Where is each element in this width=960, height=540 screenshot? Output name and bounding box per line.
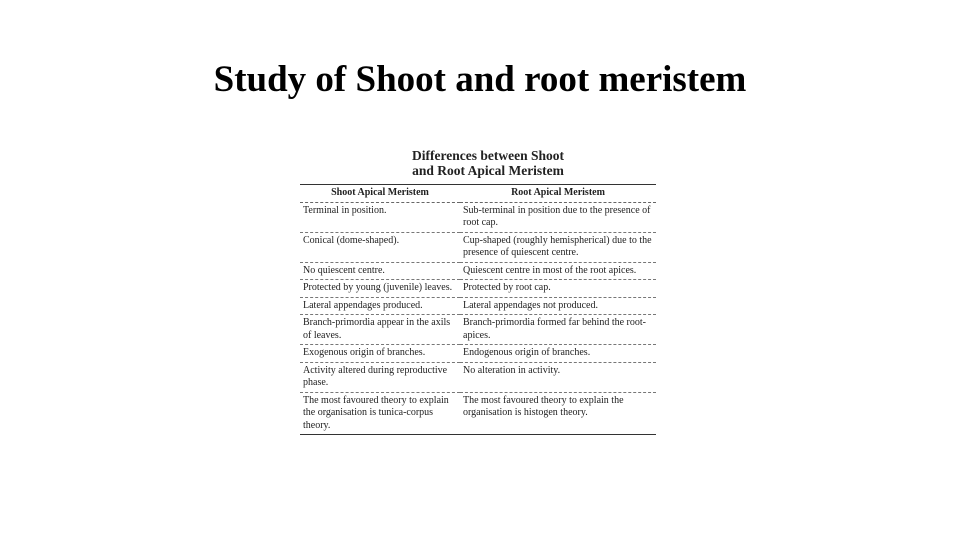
- caption-line-1: Differences between Shoot: [412, 148, 564, 163]
- table-row: [300, 232, 656, 262]
- shoot-cell: The most favoured theory to explain the organisation is tunica-corpus theory.: [300, 392, 460, 435]
- root-cell: Lateral appendages not produced.: [460, 297, 656, 315]
- comparison-figure: [300, 148, 656, 435]
- table-row: [300, 262, 656, 280]
- slide-title: Study of Shoot and root meristem: [213, 59, 747, 100]
- root-cell: Branch-primordia formed far behind the root-apices.: [460, 315, 656, 345]
- header-root: Root Apical Meristem: [460, 185, 656, 203]
- shoot-cell: Activity altered during reproductive phase.: [300, 362, 460, 392]
- root-cell: Endogenous origin of branches.: [460, 345, 656, 363]
- caption-line-2: and Root Apical Meristem: [412, 163, 564, 178]
- table-row: [300, 362, 656, 392]
- shoot-cell: No quiescent centre.: [300, 262, 460, 280]
- table-row: [300, 202, 656, 232]
- root-cell: No alteration in activity.: [460, 362, 656, 392]
- shoot-cell: Terminal in position.: [300, 202, 460, 232]
- shoot-cell: Branch-primordia appear in the axils of leaves.: [300, 315, 460, 345]
- table-row: [300, 280, 656, 298]
- header-shoot: Shoot Apical Meristem: [300, 185, 460, 203]
- table-row: [300, 297, 656, 315]
- shoot-cell: Conical (dome-shaped).: [300, 232, 460, 262]
- root-cell: Protected by root cap.: [460, 280, 656, 298]
- root-cell: Sub-terminal in position due to the presence of root cap.: [460, 202, 656, 232]
- root-cell: The most favoured theory to explain the organisation is histogen theory.: [460, 392, 656, 435]
- table-row: [300, 345, 656, 363]
- table-row: [300, 392, 656, 435]
- root-cell: Quiescent centre in most of the root apices.: [460, 262, 656, 280]
- shoot-cell: Protected by young (juvenile) leaves.: [300, 280, 460, 298]
- table-row: [300, 315, 656, 345]
- root-cell: Cup-shaped (roughly hemispherical) due to the presence of quiescent centre.: [460, 232, 656, 262]
- shoot-cell: Lateral appendages produced.: [300, 297, 460, 315]
- meristem-comparison-table: [300, 184, 656, 435]
- shoot-cell: Exogenous origin of branches.: [300, 345, 460, 363]
- figure-caption: [320, 148, 656, 178]
- table-header-row: [300, 185, 656, 203]
